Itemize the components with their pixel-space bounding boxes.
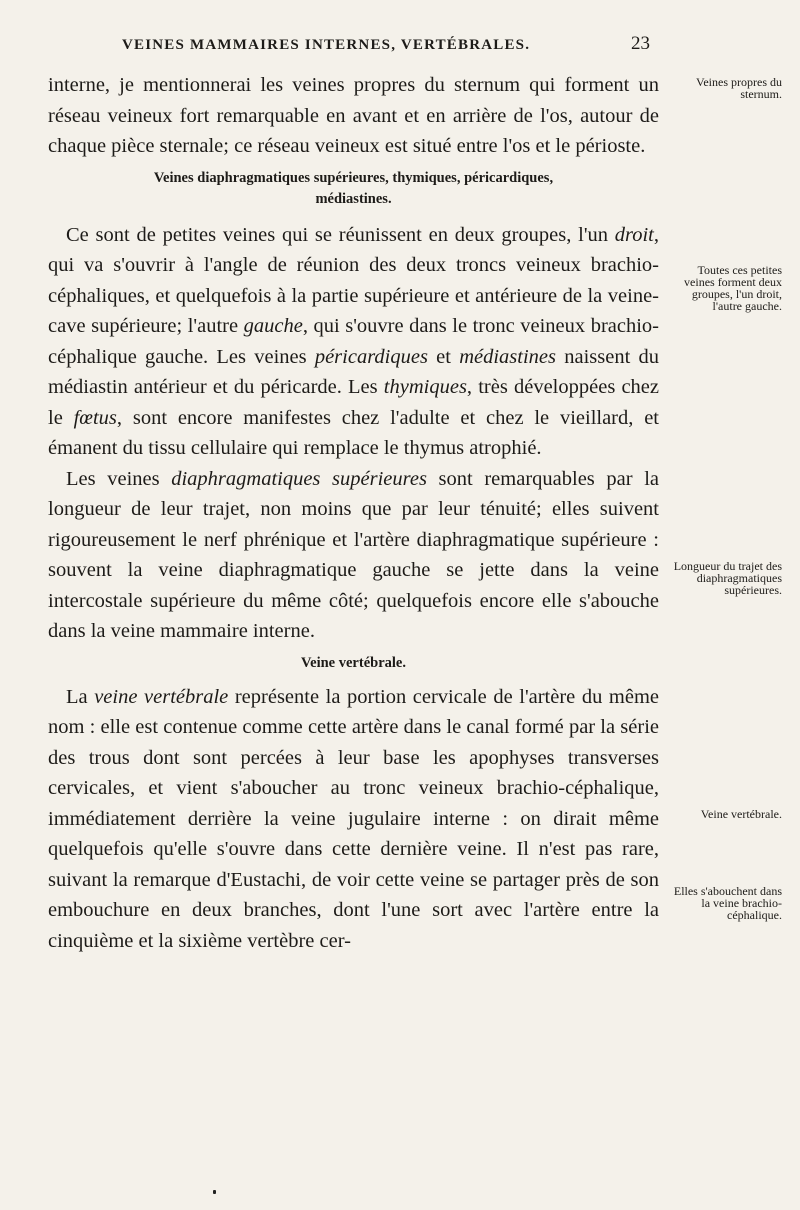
text-span: Ce sont de petites veines qui se réunissent en deux groupes, l'un: [66, 223, 615, 246]
text-span: naissent du médiastin antérieur et du péricarde. Les: [48, 345, 659, 398]
text-span: Les veines: [66, 467, 172, 490]
italic-foetus: fœtus: [73, 406, 117, 429]
paragraph-diaphragmatiques: [48, 464, 659, 647]
margin-note-vertebrale: Veine vertébrale.: [700, 807, 782, 821]
paragraph-groupes: [48, 220, 659, 464]
italic-diaphragmatiques: diaphragmatiques supérieures: [171, 467, 427, 490]
running-header: [122, 33, 650, 55]
subheading-diaphragmatiques: [48, 168, 659, 210]
paragraph-vertebrale: [48, 682, 659, 957]
subheading-line-1: Veines diaphragmatiques supérieures, thymiques, péricardiques,: [153, 169, 554, 186]
text-span: , qui va s'ouvrir à l'angle de réunion des deux troncs veineux brachio-céphaliques, et quelquefois à la partie supérieure et antérieure de la veine-cave supérieure; l'autre: [48, 223, 659, 337]
text-span: La: [66, 685, 95, 708]
italic-thymiques: thymiques: [383, 376, 467, 398]
text-span: sont remarquables par la longueur de leur trajet, non moins que par leur ténuité; elles suivent rigoureusement le nerf phrénique et l'artère diaphragmatique supérieure : souvent la veine diaphragmatique gauche se jette dans la veine intercostale supérieure du même côté; quelquefois encore elle s'abouche dans la veine mammaire interne.: [48, 467, 659, 642]
paragraph-sternum: interne, je mentionnerai les veines propres du sternum qui forment un réseau veineux fort remarquable en avant et en arrière de l'os, autour de chaque pièce sternale; ce réseau veineux est situé entre l'os et le périoste.: [48, 74, 659, 157]
margin-note-longueur: Longueur du trajet des diaphragmatiques supérieures.: [673, 559, 782, 597]
margin-note-groupes: Toutes ces petites veines forment deux groupes, l'un droit, l'autre gauche.: [684, 263, 782, 313]
margin-note-abouchent: Elles s'abouchent dans la veine brachio-céphalique.: [673, 884, 782, 922]
italic-veine-vertebrale: veine vertébrale: [94, 685, 229, 708]
subheading-vertebrale: Veine vertébrale.: [301, 654, 406, 671]
text-span: , qui s'ouvre dans le tronc veineux brachio-céphalique gauche. Les veines: [48, 315, 659, 368]
italic-droit: droit: [614, 223, 654, 246]
ink-speck: [213, 1190, 216, 1194]
italic-gauche: gauche: [243, 315, 303, 337]
page-number: 23: [631, 33, 650, 54]
text-span: représente la portion cervicale de l'artère du même nom : elle est contenue comme cette artère dans le canal formé par la série des trous dont sont percées à leur base les apophyses transverses cervicales, et vient s'aboucher au tronc veineux brachio-céphalique, immédiatement derrière la veine jugulaire interne : on dirait même quelquefois qu'elle s'ouvre dans cette dernière veine. Il n'est pas rare, suivant la remarque d'Eustachi, de voir cette veine se partager près de son embouchure en deux branches, dont l'une sort avec l'artère entre la cinquième et la sixième vertèbre cer-: [48, 685, 660, 952]
running-title: VEINES MAMMAIRES INTERNES, VERTÉBRALES.: [122, 37, 531, 53]
subheading-line-2: médiastines.: [315, 190, 392, 207]
text-span: et: [427, 345, 460, 368]
text-span: , sont encore manifestes chez l'adulte et chez le vieillard, et émanent du tissu cellulaire qui remplace le thymus atrophié.: [48, 406, 659, 459]
italic-mediastines: médiastines: [459, 345, 556, 368]
italic-pericardiques: péricardiques: [314, 345, 428, 368]
margin-note-sternum: Veines propres du sternum.: [696, 75, 782, 101]
text-span: , très développées chez le: [48, 376, 660, 429]
main-text: [48, 70, 659, 956]
